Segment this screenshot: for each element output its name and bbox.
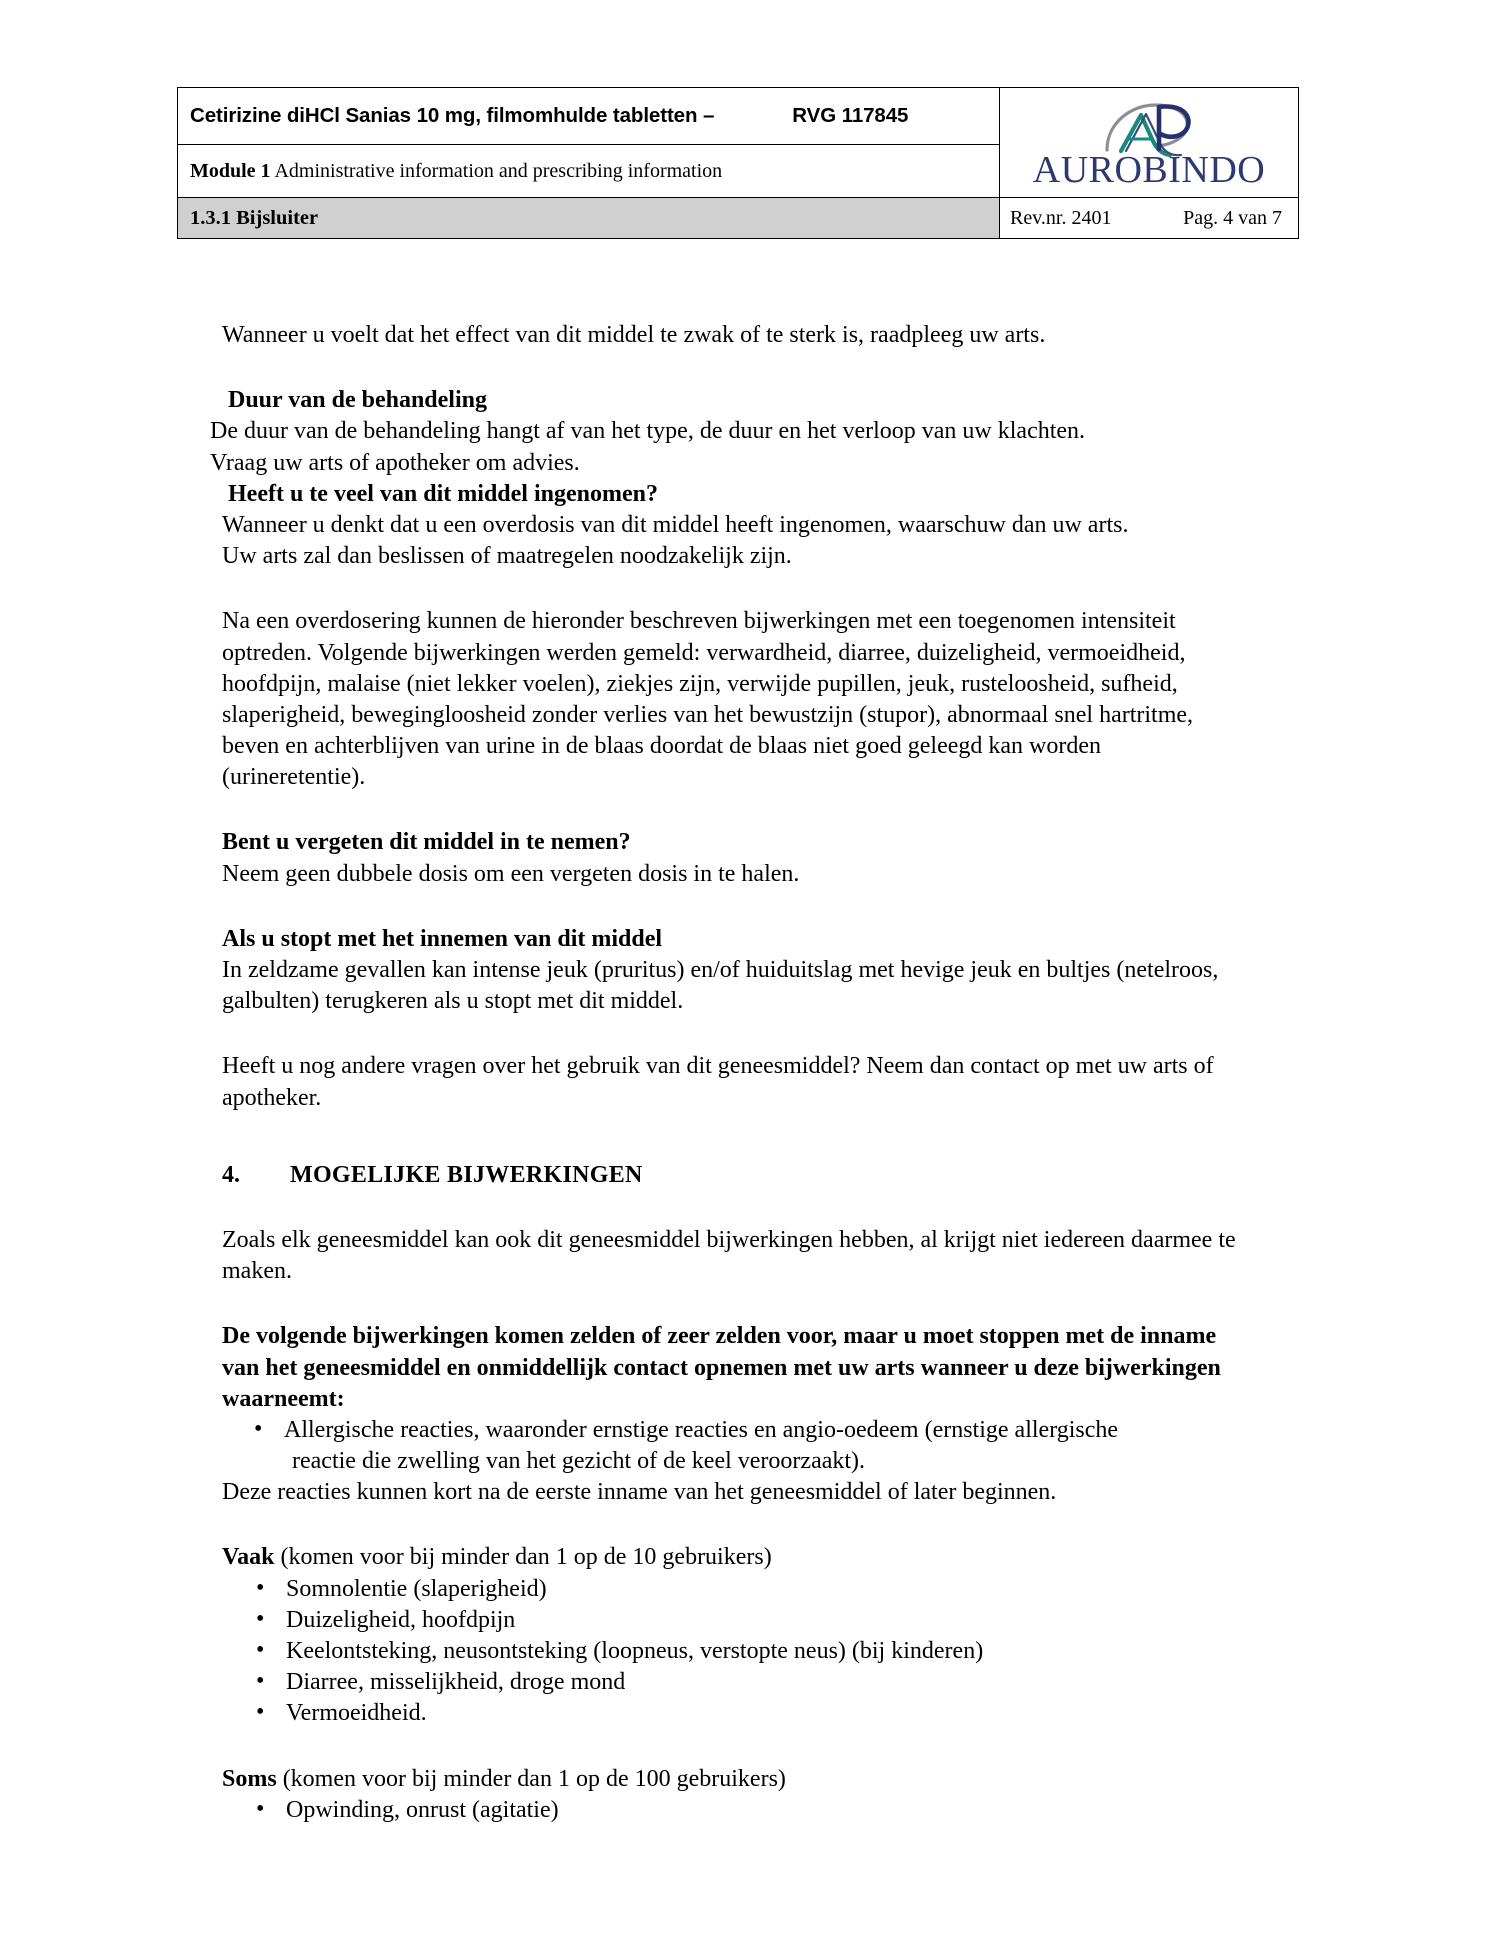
- module-label: Module 1: [190, 159, 271, 182]
- heading-duur-van-de-behandeling: Duur van de behandeling: [228, 387, 487, 414]
- list-item: [222, 1415, 1247, 1477]
- list-item: • Keelontsteking, neusontsteking (loopneus, verstopte neus) (bij kinderen): [222, 1636, 1247, 1667]
- heading-heeft-u-te-veel: Heeft u te veel van dit middel ingenomen?: [228, 480, 658, 507]
- product-title: Cetirizine diHCl Sanias 10 mg, filmomhulde tabletten –: [190, 104, 715, 127]
- section-4-intro: Zoals elk geneesmiddel kan ook dit geneesmiddel bijwerkingen hebben, al krijgt niet iedereen daarmee te maken.: [222, 1226, 1236, 1285]
- intro-paragraph: Wanneer u voelt dat het effect van dit middel te zwak of te sterk is, raadpleeg uw arts.: [222, 322, 1046, 348]
- header-cell-logo: [1000, 88, 1299, 198]
- section-4-heading: [222, 1160, 1247, 1191]
- warning-paragraph: De volgende bijwerkingen komen zelden of zeer zelden voor, maar u moet stoppen met de inname van het geneesmiddel en onmiddellijk contact opnemen met uw arts wanneer u deze bijwerkingen waarneemt:: [222, 1323, 1221, 1412]
- vaak-bullet-list: [222, 1574, 1247, 1730]
- soms-bullet-list: [222, 1795, 1247, 1826]
- document-body: [210, 320, 1247, 1826]
- section-4-title: MOGELIJKE BIJWERKINGEN: [290, 1161, 643, 1188]
- frequency-soms-text: (komen voor bij minder dan 1 op de 100 gebruikers): [282, 1765, 786, 1792]
- header-row-title: [178, 88, 1299, 145]
- frequency-vaak-label: Vaak: [222, 1544, 275, 1571]
- aurobindo-wordmark: AUROBINDO: [1032, 148, 1266, 191]
- rvg-number: RVG 117845: [792, 104, 909, 127]
- duur-line-2: Vraag uw arts of apotheker om advies.: [210, 449, 580, 476]
- frequency-soms-label: Soms: [222, 1765, 277, 1792]
- header-cell-module: [178, 145, 1000, 198]
- frequency-soms: [222, 1764, 1247, 1795]
- stopt-text: In zeldzame gevallen kan intense jeuk (pruritus) en/of huiduitslag met hevige jeuk en bultjes (netelroos, galbulten) terugkeren als u stopt met dit middel.: [222, 957, 1219, 1015]
- warning-bullet-list: [222, 1415, 1247, 1477]
- warning-followup: Deze reacties kunnen kort na de eerste inname van het geneesmiddel of later beginnen.: [222, 1479, 1057, 1506]
- vragen-text: Heeft u nog andere vragen over het gebruik van dit geneesmiddel? Neem dan contact op met uw arts of apotheker.: [222, 1053, 1214, 1111]
- list-item: • Diarree, misselijkheid, droge mond: [222, 1667, 1247, 1698]
- duur-line-1: De duur van de behandeling hangt af van het type, de duur en het verloop van uw klachten.: [210, 418, 1086, 445]
- warning-bullet-line-1: Allergische reacties, waaronder ernstige reacties en angio-oedeem (ernstige allergische: [284, 1416, 1119, 1443]
- frequency-vaak-text: (komen voor bij minder dan 1 op de 10 gebruikers): [280, 1544, 772, 1571]
- list-item: • Vermoeidheid.: [222, 1698, 1247, 1729]
- module-text: Administrative information and prescribing information: [274, 159, 723, 182]
- heading-bent-u-vergeten: Bent u vergeten dit middel in te nemen?: [222, 829, 631, 856]
- document-header-table: [177, 87, 1299, 239]
- list-item: • Opwinding, onrust (agitatie): [222, 1795, 1247, 1826]
- header-cell-section: 1.3.1 Bijsluiter: [178, 198, 1000, 239]
- overdosering-paragraph: Na een overdosering kunnen de hieronder beschreven bijwerkingen met een toegenomen intensiteit optreden. Volgende bijwerkingen werden gemeld: verwardheid, diarree, duizeligheid, vermoeidheid, hoofdpijn, malaise (niet lekker voelen), ziekjes zijn, verwijde pupillen, jeuk, rusteloosheid, sufheid, slaperigheid, bewegingloosheid zonder verlies van het bewustzijn (stupor), abnormaal snel hartritme, beven en achterblijven van urine in de blaas doordat de blaas niet goed geleegd kan worden (urineretentie).: [222, 608, 1194, 791]
- heading-als-u-stopt: Als u stopt met het innemen van dit middel: [222, 925, 663, 952]
- list-item: • Duizeligheid, hoofdpijn: [222, 1605, 1247, 1636]
- list-item: • Somnolentie (slaperigheid): [222, 1574, 1247, 1605]
- frequency-vaak: [222, 1542, 1247, 1573]
- page-number: Pag. 4 van 7: [1183, 206, 1282, 229]
- teveel-line-1: Wanneer u denkt dat u een overdosis van dit middel heeft ingenomen, waarschuw dan uw arts.: [222, 511, 1129, 538]
- section-4-number: 4.: [222, 1161, 240, 1188]
- revision-number: Rev.nr. 2401: [1010, 206, 1112, 229]
- warning-bullet-line-2: reactie die zwelling van het gezicht of de keel veroorzaakt).: [292, 1448, 866, 1475]
- teveel-line-2: Uw arts zal dan beslissen of maatregelen noodzakelijk zijn.: [222, 543, 792, 570]
- header-cell-product: [178, 88, 1000, 145]
- header-row-section: [178, 198, 1299, 239]
- vergeten-text: Neem geen dubbele dosis om een vergeten dosis in te halen.: [222, 860, 800, 887]
- header-cell-revision: [1000, 198, 1299, 239]
